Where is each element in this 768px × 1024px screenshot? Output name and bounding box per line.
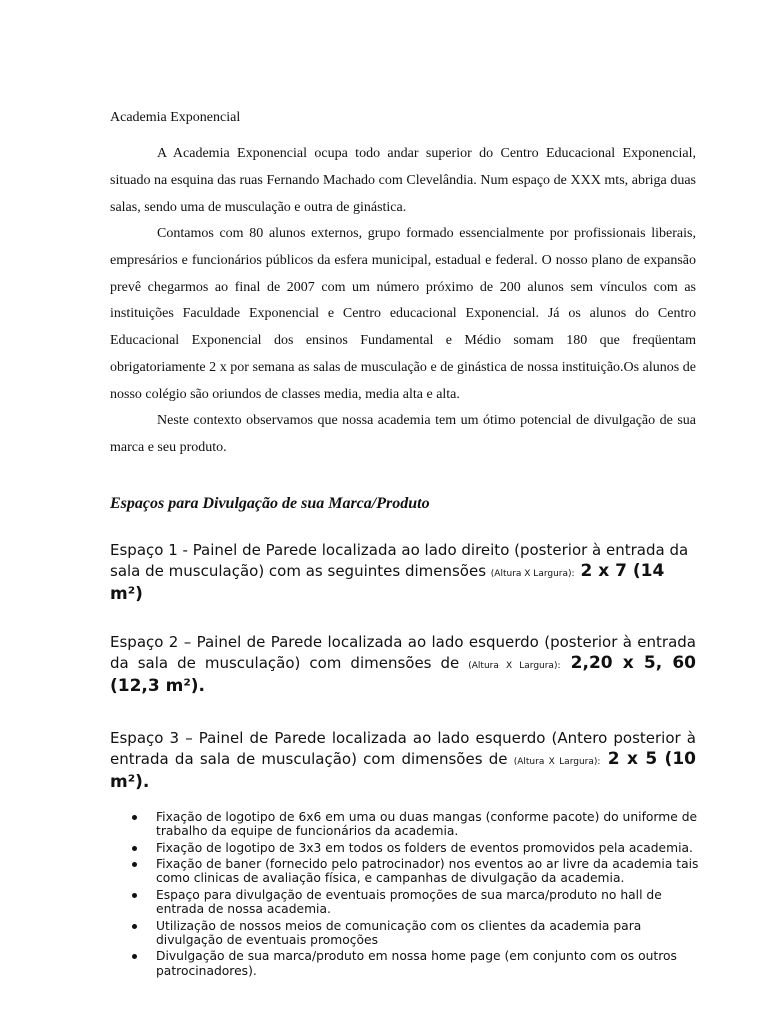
bullet-icon bbox=[132, 846, 137, 851]
list-item-text: Fixação de logotipo de 6x6 em uma ou duas mangas (conforme pacote) do uniforme de trabalho da equipe de funcionários da academia. bbox=[156, 810, 698, 839]
paragraph-intro bbox=[110, 141, 696, 221]
space-1-text: Espaço 1 - Painel de Parede localizada ao lado direito (posterior à entrada da sala de musculação) com as seguintes dimensões bbox=[110, 541, 689, 580]
space-1-description bbox=[110, 540, 696, 605]
space-3-note: (Altura X Largura) bbox=[513, 756, 598, 767]
list-item-text: Fixação de logotipo de 3x3 em todos os folders de eventos promovidos pela academia. bbox=[156, 840, 693, 855]
list-item bbox=[110, 841, 700, 855]
paragraph-context bbox=[110, 408, 696, 462]
space-2-dimensions: 2,20 x 5, 60 (12,3 m²). bbox=[110, 652, 696, 696]
paragraph-context-text: Neste contexto observamos que nossa academia tem um ótimo potencial de divulgação de sua marca e seu produto. bbox=[110, 413, 696, 455]
list-item bbox=[110, 888, 700, 916]
list-item-text: Fixação de baner (fornecido pelo patrocinador) nos eventos ao ar livre da academia tais como clinicas de avaliação física, e campanhas de divulgação da academia. bbox=[156, 857, 699, 886]
bullet-icon bbox=[132, 893, 137, 898]
section-heading: Espaços para Divulgação de sua Marca/Produto bbox=[110, 495, 430, 512]
document-title: Academia Exponencial bbox=[110, 110, 241, 125]
space-2-note: (Altura X Largura) bbox=[468, 660, 558, 671]
paragraph-students-text: Contamos com 80 alunos externos, grupo formado essencialmente por profissionais liberais, empresários e funcionários públicos da esfera municipal, estadual e federal. O nosso plano de expansão prevê chegarmos ao final de 2007 com um número próximo de 200 alunos sem vínculos com as instituições Faculdade Exponencial e Centro educacional Exponencial. Já os alunos do Centro Educacional Exponencial dos ensinos Fundamental e Médio somam 180 que freqüentam obrigatoriamente 2 x por semana as salas de musculação e de ginástica de nossa instituição.Os alunos de nosso colégio são oriundos de classes media, media alta e alta. bbox=[110, 226, 696, 402]
list-item-text: Utilização de nossos meios de comunicação com os clientes da academia para divulgação de eventuais promoções bbox=[156, 918, 642, 947]
space-2-colon: : bbox=[557, 660, 561, 671]
paragraph-students bbox=[110, 221, 696, 409]
list-item bbox=[110, 919, 700, 947]
benefits-list bbox=[110, 810, 700, 980]
space-2-description bbox=[110, 632, 696, 697]
list-item bbox=[110, 857, 700, 885]
space-3-description bbox=[110, 728, 696, 793]
list-item-text: Divulgação de sua marca/produto em nossa home page (em conjunto com os outros patrocinadores). bbox=[156, 949, 677, 978]
bullet-icon bbox=[132, 862, 137, 867]
paragraph-intro-text: A Academia Exponencial ocupa todo andar superior do Centro Educacional Exponencial, situado na esquina das ruas Fernando Machado com Clevelândia. Num espaço de XXX mts, abriga duas salas, sendo uma de musculação e outra de ginástica. bbox=[110, 146, 696, 215]
bullet-icon bbox=[132, 815, 137, 820]
list-item bbox=[110, 810, 700, 838]
bullet-icon bbox=[132, 924, 137, 929]
space-2-text: Espaço 2 – Painel de Parede localizada ao lado esquerdo (posterior à entrada da sala de musculação) com dimensões de bbox=[110, 633, 696, 672]
space-1-dimensions: 2 x 7 (14 m²) bbox=[110, 560, 665, 604]
space-1-colon: : bbox=[571, 568, 575, 579]
bullet-icon bbox=[132, 954, 137, 959]
space-3-text: Espaço 3 – Painel de Parede localizada ao lado esquerdo (Antero posterior à entrada da sala de musculação) com dimensões de bbox=[110, 729, 696, 768]
list-item bbox=[110, 949, 700, 977]
document-page bbox=[110, 0, 699, 1024]
list-item-text: Espaço para divulgação de eventuais promoções de sua marca/produto no hall de entrada de nossa academia. bbox=[156, 887, 662, 917]
space-3-colon: : bbox=[597, 756, 601, 767]
space-1-note: (Altura X Largura) bbox=[490, 568, 572, 579]
space-3-dimensions: 2 x 5 (10 m²). bbox=[110, 748, 696, 792]
